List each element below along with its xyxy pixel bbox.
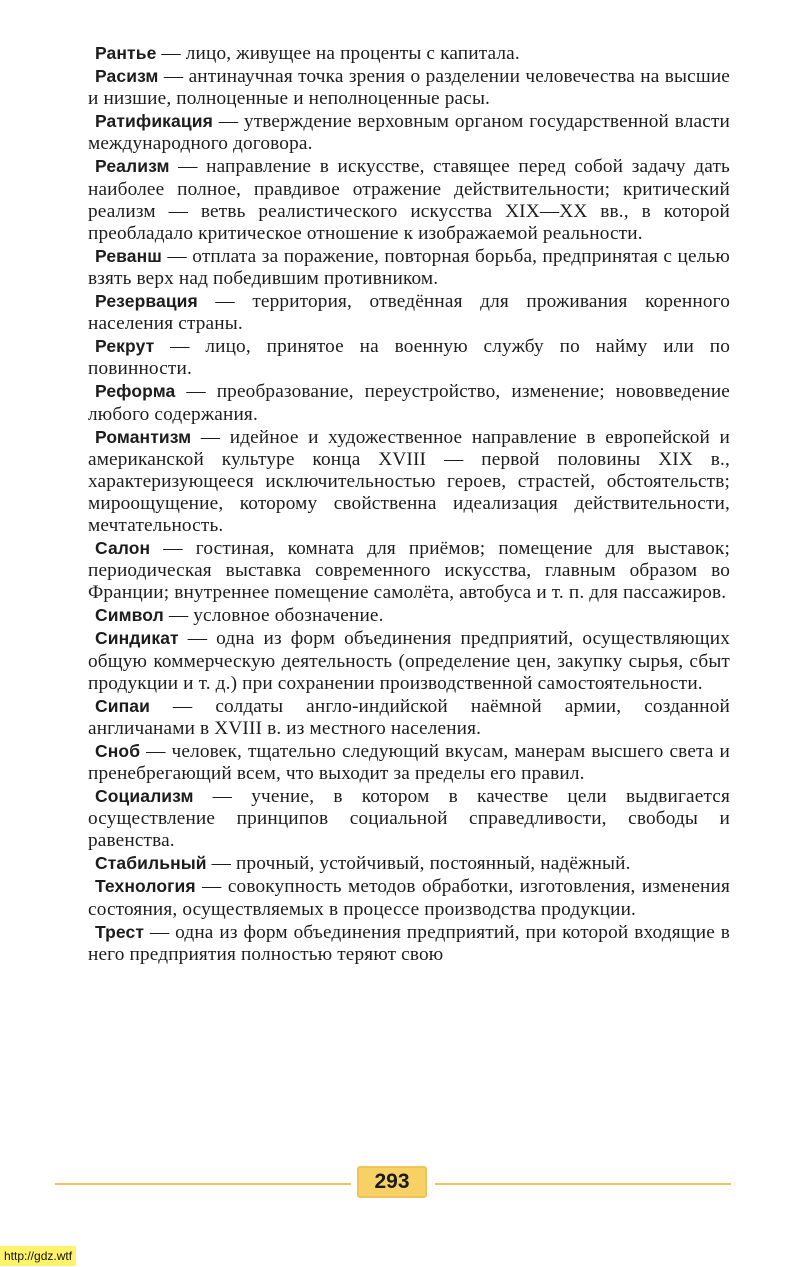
- glossary-definition: — человек, тщательно следующий вкусам, манерам высшего света и пренебрегающий всем, что выходит за пределы его правил.: [88, 740, 730, 784]
- page-footer: [55, 1166, 731, 1200]
- glossary-definition: — антинаучная точка зрения о разделении человечества на высшие и низшие, полноценные и неполноценные расы.: [88, 66, 730, 110]
- glossary-term: Реализм: [95, 156, 170, 177]
- glossary-term: Рантье: [95, 43, 157, 63]
- glossary-term: Ратификация: [95, 111, 213, 132]
- glossary-entry-rantier: [88, 42, 730, 65]
- footer-rule-left: [55, 1183, 351, 1185]
- glossary-entry-symbol: [88, 604, 730, 627]
- glossary-entry-realism: [88, 155, 730, 244]
- glossary-entry-reservation: [88, 290, 730, 335]
- glossary-entry-stable: [88, 852, 730, 875]
- glossary-entry-romanticism: [88, 426, 730, 537]
- glossary-term: Салон: [95, 538, 151, 559]
- glossary-term: Реформа: [95, 381, 176, 402]
- glossary-definition: — идейное и художественное направление в европейской и американской культуре конца XVIII — первой половины XIX в., характеризующееся исключительностью героев, страстей, обстоятельств; мироощущение, которому свойственна идеализация действительности, мечтательность.: [88, 426, 730, 536]
- glossary-entry-socialism: [88, 785, 730, 852]
- glossary-term: Социализм: [95, 786, 194, 807]
- glossary-entry-reform: [88, 380, 730, 425]
- glossary-definition: — условное обозначение.: [163, 605, 384, 627]
- glossary-definition: — прочный, устойчивый, постоянный, надёжный.: [206, 853, 631, 875]
- glossary-definition: — лицо, живущее на проценты с капитала.: [156, 43, 520, 64]
- glossary-entry-snob: [88, 740, 730, 785]
- glossary-term: Сипаи: [95, 695, 150, 716]
- glossary-definition: — преобразование, переустройство, изменение; нововведение любого содержания.: [88, 381, 730, 425]
- glossary-term: Резервация: [95, 291, 198, 312]
- page-number: 293: [357, 1166, 427, 1198]
- glossary-entry-syndicate: [88, 627, 730, 694]
- glossary-term: Расизм: [95, 66, 159, 87]
- glossary-entry-ratification: [88, 110, 730, 155]
- glossary-entry-technology: [88, 875, 730, 920]
- glossary-entry-racism: [88, 65, 730, 110]
- glossary-definition: — солдаты англо-индийской наёмной армии, созданной англичанами в XVIII в. из местного населения.: [88, 695, 730, 739]
- glossary-definition: — учение, в котором в качестве цели выдвигается осуществление принципов социальной справедливости, свободы и равенства.: [88, 786, 730, 852]
- glossary-definition: — утверждение верховным органом государственной власти международного договора.: [88, 111, 730, 155]
- glossary-definition: — гостиная, комната для приёмов; помещение для выставок; периодическая выставка современного искусства, главным образом во Франции; внутреннее помещение самолёта, автобуса и т. п. для пассажиров.: [88, 538, 730, 604]
- glossary-term: Символ: [95, 605, 164, 626]
- glossary-definition: — одна из форм объединения предприятий, при которой входящие в него предприятия полностью теряют свою: [88, 921, 730, 965]
- glossary-term: Реванш: [95, 245, 162, 266]
- glossary-definition: — территория, отведённая для проживания коренного населения страны.: [88, 291, 730, 335]
- glossary-term: Рекрут: [95, 336, 155, 357]
- footer-rule-right: [435, 1183, 731, 1185]
- glossary-term: Трест: [95, 921, 145, 942]
- glossary-term: Романтизм: [95, 426, 192, 447]
- glossary-entry-recruit: [88, 335, 730, 380]
- glossary-term: Стабильный: [95, 853, 207, 874]
- glossary-definition: — отплата за поражение, повторная борьба, предпринятая с целью взять верх над победившим противником.: [88, 245, 730, 289]
- glossary-term: Сноб: [95, 740, 141, 761]
- glossary-definition: — направление в искусстве, ставящее перед собой задачу дать наиболее полное, правдивое отражение действительности; критический реализм — ветвь реалистического искусства XIX—XX вв., в которой преобладало критическое отношение к изображаемой реальности.: [88, 156, 730, 244]
- watermark-url: http://gdz.wtf: [0, 1246, 76, 1266]
- glossary-term: Технология: [95, 876, 196, 897]
- glossary-definition: — совокупность методов обработки, изготовления, изменения состояния, осуществляемых в процессе производства продукции.: [88, 876, 730, 920]
- glossary-page: [88, 42, 730, 966]
- glossary-definition: — одна из форм объединения предприятий, осуществляющих общую коммерческую деятельность (определение цен, закупку сырья, сбыт продукции и т. д.) при сохранении производственной самостоятельности.: [88, 628, 730, 694]
- glossary-term: Синдикат: [95, 628, 179, 649]
- glossary-entry-salon: [88, 537, 730, 604]
- glossary-entry-sepoys: [88, 695, 730, 740]
- glossary-entry-revanche: [88, 245, 730, 290]
- glossary-entry-trust: [88, 921, 730, 966]
- glossary-definition: — лицо, принятое на военную службу по найму или по повинности.: [88, 336, 730, 380]
